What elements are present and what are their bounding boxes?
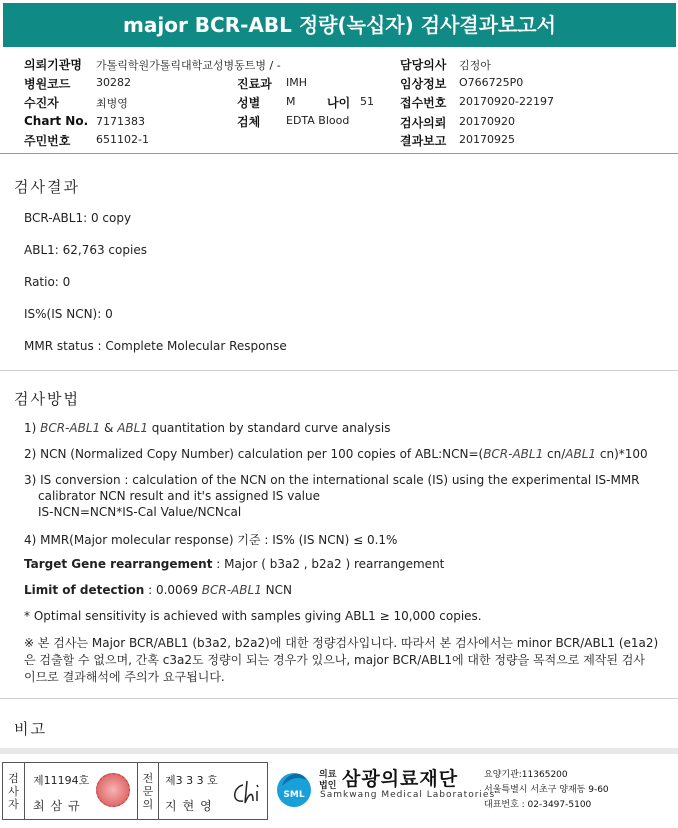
- corp-phone: 대표번호 : 02-3497-5100: [484, 800, 592, 810]
- institution-value: 가톨릭학원가톨릭대학교성병동트병 / -: [96, 59, 281, 72]
- doctor-label: 담당의사: [400, 58, 447, 72]
- hospital-code-label: 병원코드: [24, 77, 71, 91]
- method-step-2: 2) NCN (Normalized Copy Number) calculation per 100 copies of ABL:NCN=(BCR-ABL1 cn/ABL1 cn)*100: [24, 447, 648, 461]
- divider: [0, 153, 678, 154]
- tester-label: 검 사 자: [3, 763, 25, 819]
- result-line: Ratio: 0: [24, 275, 71, 289]
- result-line: BCR-ABL1: 0 copy: [24, 211, 132, 225]
- report-footer: [0, 758, 678, 828]
- corp-type: 의료 법인: [319, 770, 337, 791]
- age-value: 51: [360, 95, 374, 108]
- gene-name: BCR-ABL1: [483, 447, 544, 461]
- method-step-3-formula: IS-NCN=NCN*IS-Cal Value/NCNcal: [38, 505, 242, 519]
- method-step-3: 3) IS conversion : calculation of the NCN on the international scale (IS) using the experimental IS-MMR: [24, 473, 640, 487]
- tester-number: 제11194호: [33, 774, 90, 787]
- result-line: MMR status : Complete Molecular Response: [24, 339, 287, 353]
- department-value: IMH: [286, 76, 308, 89]
- corp-contact: [484, 768, 609, 813]
- gene-name: BCR-ABL1: [40, 421, 101, 435]
- department-label: 진료과: [237, 77, 272, 91]
- method-step-3-cont: calibrator NCN result and it's assigned IS value: [38, 489, 320, 503]
- corp-english-name: Samkwang Medical Laboratories: [320, 790, 496, 800]
- sml-logo-icon: [272, 766, 316, 810]
- target-gene: Target Gene rearrangement : Major ( b3a2 , b2a2 ) rearrangement: [24, 557, 445, 571]
- gene-name: ABL1: [117, 421, 148, 435]
- result-line: ABL1: 62,763 copies: [24, 243, 147, 257]
- divider: [0, 748, 678, 754]
- sex-value: M: [286, 95, 296, 108]
- doctor-value: 김정아: [459, 59, 491, 72]
- receipt-label: 접수번호: [400, 96, 447, 110]
- method-step-4: 4) MMR(Major molecular response) 기준 : IS% (IS NCN) ≤ 0.1%: [24, 533, 398, 547]
- report-date-value: 20170925: [459, 133, 515, 146]
- caution-note: ※ 본 검사는 Major BCR/ABL1 (b3a2, b2a2)에 대한 정량검사입니다. 따라서 본 검사에서는 minor BCR/ABL1 (e1a2): [24, 636, 659, 650]
- age-label: 나이: [327, 96, 351, 110]
- specimen-value: EDTA Blood: [286, 114, 350, 127]
- corp-name: 삼광의료재단: [342, 768, 459, 790]
- chart-label: Chart No.: [24, 114, 89, 128]
- limit-of-detection: Limit of detection : 0.0069 BCR-ABL1 NCN: [24, 583, 292, 597]
- gene-name: BCR-ABL1: [201, 583, 262, 597]
- clinic-info-label: 임상정보: [400, 77, 447, 91]
- sex-label: 성별: [237, 96, 261, 110]
- resident-value: 651102-1: [96, 133, 149, 146]
- patient-info: [0, 52, 678, 152]
- recipient-label: 수진자: [24, 96, 59, 110]
- divider: [0, 370, 678, 371]
- gene-name: ABL1: [565, 447, 597, 461]
- method-section-title: 검사방법: [14, 390, 80, 408]
- institution-code: 요양기관:11365200: [484, 770, 568, 780]
- results-section-title: 검사결과: [14, 178, 80, 196]
- logo-text: SML: [283, 790, 305, 800]
- method-step-1: 1) BCR-ABL1 & ABL1 quantitation by standard curve analysis: [24, 421, 391, 435]
- clinic-info-value: O766725P0: [459, 76, 524, 89]
- signature-box: [2, 762, 268, 820]
- signature: [229, 779, 265, 807]
- report-title: major BCR-ABL 정량(녹십자) 검사결과보고서: [3, 3, 676, 47]
- specialist-number: 제3 3 3 호: [165, 774, 218, 787]
- remarks-section-title: 비고: [14, 720, 47, 738]
- resident-label: 주민번호: [24, 134, 71, 148]
- corp-address: 서울특별시 서초구 양재동 9-60: [484, 785, 609, 795]
- caution-note: 은 검출할 수 없으며, 간혹 c3a2도 정량이 되는 경우가 있으나, major BCR/ABL1에 대한 정량을 목적으로 제작된 검사: [24, 653, 645, 667]
- hospital-code-value: 30282: [96, 76, 131, 89]
- receipt-value: 20170920-22197: [459, 95, 554, 108]
- institution-label: 의뢰기관명: [24, 58, 82, 72]
- specialist-name: 지현영: [165, 799, 218, 813]
- specimen-label: 검체: [237, 115, 261, 129]
- caution-note: 이므로 결과해석에 주의가 요구됩니다.: [24, 670, 225, 684]
- tester-name: 최삼규: [33, 799, 86, 813]
- chart-value: 7171383: [96, 115, 145, 128]
- recipient-value: 최병영: [96, 97, 128, 110]
- report-date-label: 결과보고: [400, 134, 447, 148]
- request-label: 검사의뢰: [400, 116, 447, 130]
- divider: [0, 698, 678, 699]
- specialist-label: 전 문 의: [137, 763, 159, 819]
- seal-stamp: [96, 773, 130, 807]
- optimal-sensitivity-note: * Optimal sensitivity is achieved with samples giving ABL1 ≥ 10,000 copies.: [24, 609, 482, 623]
- result-line: IS%(IS NCN): 0: [24, 307, 113, 321]
- request-value: 20170920: [459, 115, 515, 128]
